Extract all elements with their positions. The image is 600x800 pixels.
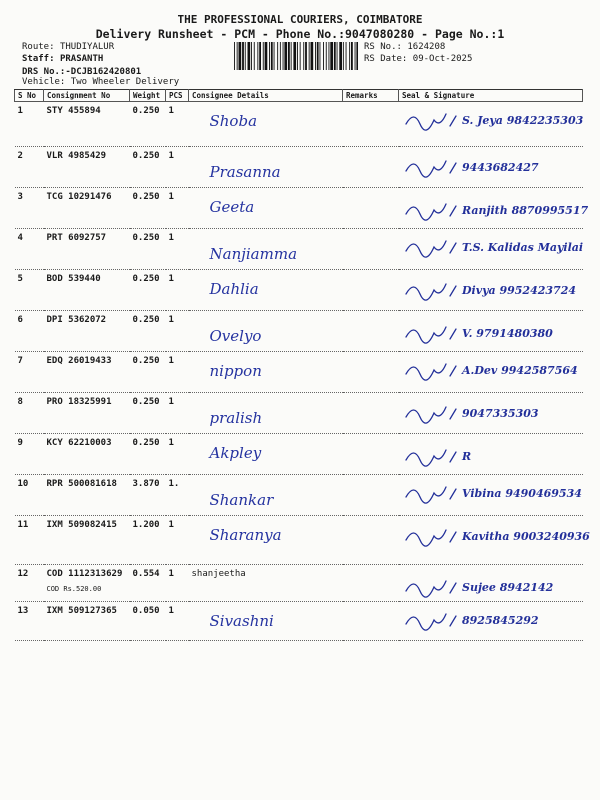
row-signature bbox=[399, 188, 588, 229]
row-weight: 0.050 bbox=[130, 602, 166, 641]
row-pcs: 1 bbox=[166, 102, 189, 147]
row-remarks bbox=[343, 602, 399, 641]
row-consignment bbox=[44, 475, 130, 516]
barcode-bar bbox=[300, 42, 301, 70]
table-row bbox=[15, 311, 583, 352]
consignee-name: Ovelyo bbox=[209, 327, 262, 345]
row-signature bbox=[399, 147, 583, 188]
row-sno: 5 bbox=[15, 270, 44, 311]
row-sno: 2 bbox=[15, 147, 44, 188]
consignment-no: DPI 5362072 bbox=[46, 315, 107, 325]
row-weight: 0.250 bbox=[130, 352, 166, 393]
table-row bbox=[15, 475, 583, 516]
barcode-bar bbox=[291, 42, 292, 70]
drs-value: -DCJB162420801 bbox=[65, 67, 142, 77]
barcode-bar bbox=[251, 42, 252, 70]
row-consignment bbox=[44, 229, 130, 270]
barcode-bar bbox=[239, 42, 242, 70]
signature-text: 9047335303 bbox=[461, 407, 539, 420]
table-row bbox=[15, 147, 583, 188]
consignment-no: IXM 509082415 bbox=[46, 520, 117, 530]
consignee-name: Shankar bbox=[209, 491, 274, 509]
row-pcs: 1 bbox=[166, 565, 189, 602]
barcode-bar bbox=[297, 42, 298, 70]
handwritten-signature bbox=[402, 151, 600, 183]
table-row bbox=[15, 393, 583, 434]
row-signature bbox=[399, 352, 583, 393]
table-row bbox=[15, 434, 583, 475]
table-row bbox=[15, 270, 583, 311]
row-consignee bbox=[189, 602, 343, 641]
barcode-bar bbox=[326, 42, 327, 70]
staff-line: Staff: PRASANTH bbox=[22, 54, 104, 64]
barcode-bar bbox=[323, 42, 324, 70]
row-sno: 6 bbox=[15, 311, 44, 352]
row-consignment bbox=[44, 516, 130, 565]
row-consignee bbox=[189, 102, 343, 147]
row-remarks bbox=[343, 188, 399, 229]
handwritten-signature bbox=[402, 192, 600, 224]
cod-amount: COD Rs.520.00 bbox=[46, 585, 102, 593]
row-consignee bbox=[189, 352, 343, 393]
col-pcs: PCS bbox=[166, 90, 189, 102]
table-header bbox=[15, 90, 583, 102]
rs-date-line: RS Date: 09-Oct-2025 bbox=[364, 54, 473, 64]
staff-value: PRASANTH bbox=[59, 54, 104, 64]
table-row bbox=[15, 602, 583, 641]
barcode-bar bbox=[254, 42, 255, 70]
table-row bbox=[15, 516, 583, 565]
barcode-bar bbox=[277, 42, 278, 70]
row-consignee bbox=[189, 393, 343, 434]
barcode-bar bbox=[329, 42, 330, 70]
row-sno: 8 bbox=[15, 393, 44, 434]
row-remarks bbox=[343, 434, 399, 475]
barcode-bar bbox=[346, 42, 347, 70]
barcode-bar bbox=[305, 42, 307, 70]
barcode-bar bbox=[234, 42, 235, 70]
consignee-name: pralish bbox=[209, 409, 263, 427]
vehicle-line: Vehicle: Two Wheeler Delivery bbox=[22, 77, 180, 87]
signature-text: A.Dev 9942587564 bbox=[461, 364, 578, 377]
barcode-bar bbox=[269, 42, 270, 70]
row-consignee bbox=[189, 311, 343, 352]
barcode-bar bbox=[237, 42, 238, 70]
handwritten-signature bbox=[402, 520, 600, 552]
barcode-bar bbox=[274, 42, 275, 70]
barcode-bar bbox=[317, 42, 319, 70]
row-weight: 1.200 bbox=[130, 516, 166, 565]
row-sno: 13 bbox=[15, 602, 44, 641]
row-signature bbox=[399, 229, 583, 270]
col-sno: S No bbox=[15, 90, 44, 102]
consignment-no: IXM 509127365 bbox=[46, 606, 117, 616]
table-row bbox=[15, 565, 583, 602]
barcode-bar bbox=[337, 42, 338, 70]
barcode-bar bbox=[288, 42, 290, 70]
barcode-bar bbox=[259, 42, 261, 70]
row-signature bbox=[399, 565, 583, 602]
signature-text: 9443682427 bbox=[461, 161, 539, 174]
consignment-no: PRT 6092757 bbox=[46, 233, 107, 243]
row-weight: 3.870 bbox=[130, 475, 166, 516]
barcode-bar bbox=[283, 42, 284, 70]
signature-text: Kavitha 9003240936 bbox=[461, 530, 590, 543]
row-remarks bbox=[343, 311, 399, 352]
row-consignment bbox=[44, 434, 130, 475]
consignee-name: Sharanya bbox=[209, 526, 282, 544]
barcode-bar bbox=[311, 42, 314, 70]
barcode-bar bbox=[330, 42, 333, 70]
consignment-no: BOD 539440 bbox=[46, 274, 101, 284]
consignment-no: PRO 18325991 bbox=[46, 397, 112, 407]
row-remarks bbox=[343, 565, 399, 602]
handwritten-signature bbox=[402, 106, 600, 138]
handwritten-signature bbox=[402, 569, 600, 601]
row-pcs: 1 bbox=[166, 229, 189, 270]
row-remarks bbox=[343, 393, 399, 434]
row-remarks bbox=[343, 102, 399, 147]
table-row bbox=[15, 102, 583, 147]
barcode-bar bbox=[293, 42, 296, 70]
row-consignee bbox=[189, 229, 343, 270]
row-consignment bbox=[44, 565, 130, 602]
barcode-bar bbox=[303, 42, 304, 70]
signature-text: 8925845292 bbox=[461, 614, 539, 627]
signature-text: Sujee 8942142 bbox=[461, 581, 553, 594]
row-consignment bbox=[44, 147, 130, 188]
row-consignment bbox=[44, 602, 130, 641]
row-remarks bbox=[343, 516, 399, 565]
runsheet-table bbox=[14, 89, 590, 641]
row-sno: 3 bbox=[15, 188, 44, 229]
barcode-bar bbox=[351, 42, 353, 70]
row-weight: 0.250 bbox=[130, 393, 166, 434]
row-remarks bbox=[343, 147, 399, 188]
route-value: THUDIYALUR bbox=[59, 42, 115, 52]
consignee-name: Sivashni bbox=[209, 612, 274, 630]
barcode-bar bbox=[339, 42, 342, 70]
row-pcs: 1 bbox=[166, 434, 189, 475]
route-line: Route: THUDIYALUR bbox=[22, 42, 115, 52]
barcode-bar bbox=[271, 42, 273, 70]
barcode-bar bbox=[242, 42, 244, 70]
signature-text: R bbox=[461, 450, 471, 463]
consignment-no: VLR 4985429 bbox=[46, 151, 107, 161]
row-pcs: 1. bbox=[166, 475, 189, 516]
rs-no-line: RS No.: 1624208 bbox=[364, 42, 446, 52]
runsheet-subtitle: Delivery Runsheet - PCM - Phone No.:9047080280 - Page No.:1 bbox=[95, 27, 505, 41]
company-title: THE PROFESSIONAL COURIERS, COIMBATORE bbox=[177, 13, 423, 26]
barcode-bar bbox=[315, 42, 316, 70]
row-sno: 12 bbox=[15, 565, 44, 602]
row-weight: 0.250 bbox=[130, 147, 166, 188]
barcode-bar bbox=[355, 42, 356, 70]
row-consignee bbox=[189, 475, 343, 516]
row-signature bbox=[399, 270, 583, 311]
row-sno: 4 bbox=[15, 229, 44, 270]
signature-text: Vibina 9490469534 bbox=[461, 487, 582, 500]
table-row bbox=[15, 352, 583, 393]
barcode-bar bbox=[265, 42, 268, 70]
barcode bbox=[234, 42, 358, 70]
consignee-name: shanjeetha bbox=[191, 569, 246, 579]
row-remarks bbox=[343, 352, 399, 393]
barcode-bar bbox=[320, 42, 321, 70]
col-remarks: Remarks bbox=[343, 90, 399, 102]
barcode-bar bbox=[280, 42, 281, 70]
row-weight: 0.250 bbox=[130, 270, 166, 311]
barcode-bar bbox=[309, 42, 310, 70]
row-consignee bbox=[189, 565, 343, 602]
row-weight: 0.250 bbox=[130, 311, 166, 352]
row-consignee bbox=[189, 188, 343, 229]
row-pcs: 1 bbox=[166, 602, 189, 641]
rs-no-value: 1624208 bbox=[407, 42, 446, 52]
drs-line: DRS No.:-DCJB162420801 bbox=[22, 67, 142, 77]
barcode-bar bbox=[356, 42, 358, 70]
row-weight: 0.250 bbox=[130, 434, 166, 475]
table-row bbox=[15, 229, 583, 270]
consignee-name: nippon bbox=[209, 362, 262, 380]
row-signature bbox=[399, 434, 583, 475]
row-sno: 7 bbox=[15, 352, 44, 393]
row-sno: 1 bbox=[15, 102, 44, 147]
barcode-bar bbox=[263, 42, 264, 70]
barcode-bar bbox=[349, 42, 350, 70]
barcode-bar bbox=[248, 42, 251, 70]
consignee-name: Prasanna bbox=[209, 163, 281, 181]
consignment-no: KCY 62210003 bbox=[46, 438, 112, 448]
handwritten-signature bbox=[402, 315, 600, 347]
row-pcs: 1 bbox=[166, 516, 189, 565]
row-consignee bbox=[189, 434, 343, 475]
row-pcs: 1 bbox=[166, 393, 189, 434]
row-consignment bbox=[44, 102, 130, 147]
col-consignee: Consignee Details bbox=[189, 90, 343, 102]
barcode-bar bbox=[257, 42, 258, 70]
row-pcs: 1 bbox=[166, 147, 189, 188]
row-pcs: 1 bbox=[166, 188, 189, 229]
consignment-no: COD 1112313629 bbox=[46, 569, 123, 579]
col-signature: Seal & Signature bbox=[399, 90, 583, 102]
table-row bbox=[15, 188, 583, 229]
row-sno: 9 bbox=[15, 434, 44, 475]
handwritten-signature bbox=[402, 606, 600, 638]
barcode-bar bbox=[343, 42, 344, 70]
handwritten-signature bbox=[402, 233, 600, 265]
signature-text: S. Jeya 9842235303 bbox=[461, 114, 583, 127]
row-consignment bbox=[44, 311, 130, 352]
consignment-no: EDQ 26019433 bbox=[46, 356, 112, 366]
signature-text: Divya 9952423724 bbox=[461, 284, 576, 297]
barcode-bar bbox=[245, 42, 246, 70]
row-remarks bbox=[343, 270, 399, 311]
row-pcs: 1 bbox=[166, 311, 189, 352]
consignment-no: RPR 500081618 bbox=[46, 479, 117, 489]
row-signature bbox=[399, 475, 583, 516]
handwritten-signature bbox=[402, 397, 600, 429]
rs-date-value: 09-Oct-2025 bbox=[412, 54, 473, 64]
consignee-name: Akpley bbox=[209, 444, 262, 462]
row-signature bbox=[399, 602, 583, 641]
row-consignment bbox=[44, 270, 130, 311]
row-consignee bbox=[189, 270, 343, 311]
col-consignment: Consignment No bbox=[44, 90, 130, 102]
row-consignment bbox=[44, 352, 130, 393]
handwritten-signature bbox=[402, 438, 600, 470]
signature-text: V. 9791480380 bbox=[461, 327, 553, 340]
barcode-bar bbox=[334, 42, 336, 70]
consignee-name: Geeta bbox=[209, 198, 255, 216]
consignment-no: TCG 10291476 bbox=[46, 192, 112, 202]
barcode-bar bbox=[284, 42, 287, 70]
consignee-name: Nanjiamma bbox=[209, 245, 298, 263]
consignee-name: Shoba bbox=[209, 112, 258, 130]
row-remarks bbox=[343, 229, 399, 270]
row-pcs: 1 bbox=[166, 270, 189, 311]
row-weight: 0.554 bbox=[130, 565, 166, 602]
handwritten-signature bbox=[402, 274, 600, 306]
row-sno: 10 bbox=[15, 475, 44, 516]
row-pcs: 1 bbox=[166, 352, 189, 393]
handwritten-signature bbox=[402, 479, 600, 511]
row-signature bbox=[399, 102, 583, 147]
row-signature bbox=[399, 393, 583, 434]
row-weight: 0.250 bbox=[130, 229, 166, 270]
row-signature bbox=[399, 311, 583, 352]
signature-text: Ranjith 8870995517 bbox=[461, 204, 588, 217]
col-weight: Weight bbox=[130, 90, 166, 102]
row-consignment bbox=[44, 393, 130, 434]
signature-text: T.S. Kalidas Mayilai bbox=[461, 241, 583, 254]
row-consignee bbox=[189, 516, 343, 565]
row-weight: 0.250 bbox=[130, 188, 166, 229]
row-sno: 11 bbox=[15, 516, 44, 565]
row-signature bbox=[399, 516, 590, 565]
consignee-name: Dahlia bbox=[209, 280, 259, 298]
consignment-no: STY 455894 bbox=[46, 106, 101, 116]
vehicle-value: Two Wheeler Delivery bbox=[70, 77, 180, 87]
row-weight: 0.250 bbox=[130, 102, 166, 147]
row-consignee bbox=[189, 147, 343, 188]
row-remarks bbox=[343, 475, 399, 516]
row-consignment bbox=[44, 188, 130, 229]
handwritten-signature bbox=[402, 356, 600, 388]
